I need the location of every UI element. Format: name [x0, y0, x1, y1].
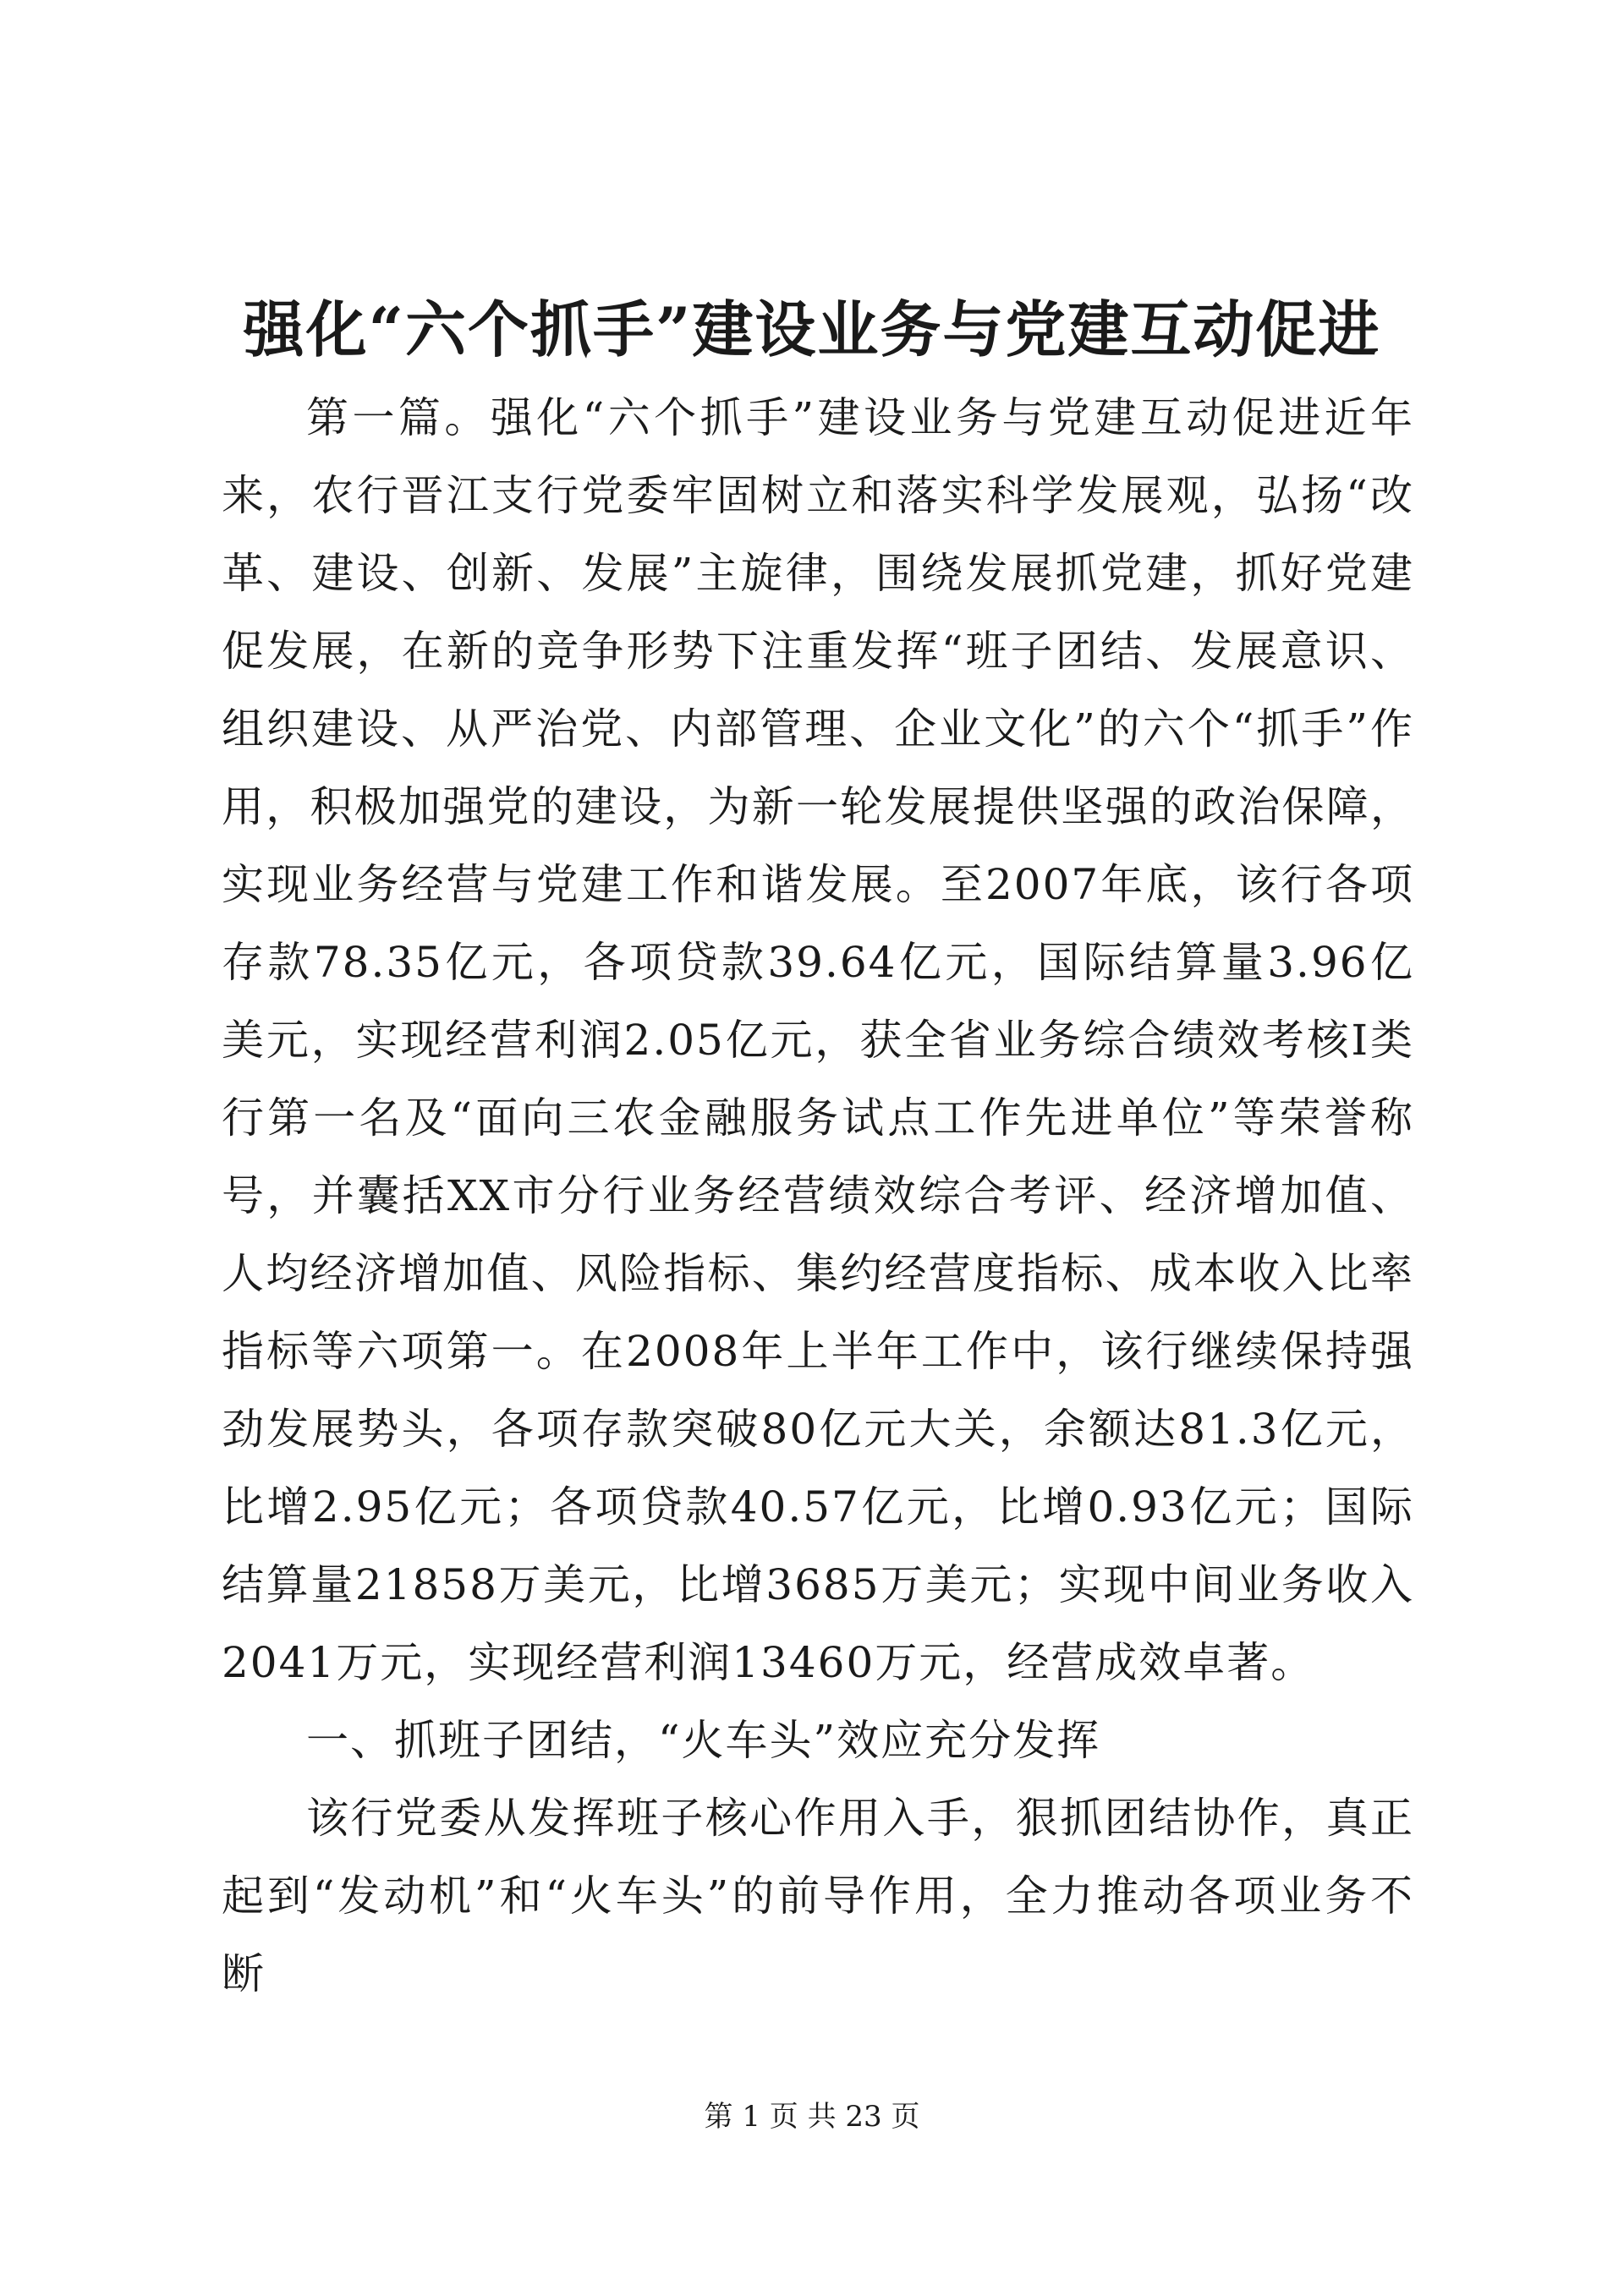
- document-body: [222, 379, 1414, 2013]
- paragraph-intro: 第一篇。强化“六个抓手”建设业务与党建互动促进近年来，农行晋江支行党委牢固树立和落实科学发展观，弘扬“改革、建设、创新、发展”主旋律，围绕发展抓党建，抓好党建促发展，在新的竞争形势下注重发挥“班子团结、发展意识、组织建设、从严治党、内部管理、企业文化”的六个“抓手”作用，积极加强党的建设，为新一轮发展提供坚强的政治保障，实现业务经营与党建工作和谐发展。至2007年底，该行各项存款78.35亿元，各项贷款39.64亿元，国际结算量3.96亿美元，实现经营利润2.05亿元，获全省业务综合绩效考核Ⅰ类行第一名及“面向三农金融服务试点工作先进单位”等荣誉称号，并囊括XX市分行业务经营绩效综合考评、经济增加值、人均经济增加值、风险指标、集约经营度指标、成本收入比率指标等六项第一。在2008年上半年工作中，该行继续保持强劲发展势头，各项存款突破80亿元大关，余额达81.3亿元，比增2.95亿元；各项贷款40.57亿元，比增0.93亿元；国际结算量21858万美元，比增3685万美元；实现中间业务收入2041万元，实现经营利润13460万元，经营成效卓著。: [222, 393, 1414, 1687]
- document-title: 强化“六个抓手”建设业务与党建互动促进: [243, 293, 1381, 365]
- paragraph-section-one: 该行党委从发挥班子核心作用入手，狠抓团结协作，真正起到“发动机”和“火车头”的前导作用，全力推动各项业务不断: [222, 1794, 1414, 1998]
- section-heading: 一、抓班子团结，“火车头”效应充分发挥: [306, 1716, 1101, 1765]
- page-number: 第 1 页 共 23 页: [704, 2100, 920, 2134]
